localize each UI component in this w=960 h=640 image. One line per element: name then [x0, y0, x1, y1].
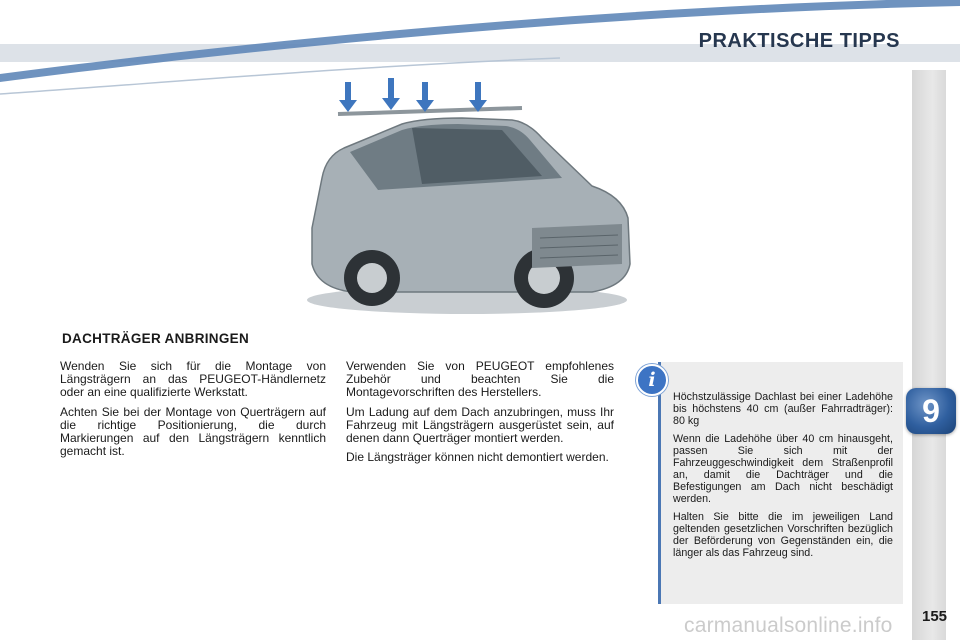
text-column-middle — [346, 360, 614, 470]
paragraph: Um Ladung auf dem Dach anzubringen, muss Ihr Fahrzeug mit Längsträgern ausgerüstet sein, auf denen dann Querträger montiert werden. — [346, 404, 614, 446]
down-arrow-icon — [382, 78, 400, 110]
paragraph: Wenden Sie sich für die Montage von Längsträgern an das PEUGEOT-Händlernetz oder an eine qualifizierte Werkstatt. — [60, 359, 326, 400]
info-paragraph: Wenn die Ladehöhe über 40 cm hinausgeht, passen Sie sich mit der Fahrzeuggeschwindigkeit dem Straßenprofil an, damit die Dachträger und die Befestigungen am Dach nicht beschädigt werden. — [673, 433, 893, 505]
info-paragraph: Höchstzulässige Dachlast bei einer Ladehöhe bis höchstens 40 cm (außer Fahrradträger): 80 kg — [673, 391, 893, 427]
page-number: 155 — [922, 608, 948, 625]
info-text — [673, 391, 893, 565]
text-column-left — [60, 360, 326, 464]
down-arrow-icon — [339, 82, 357, 112]
paragraph: Verwenden Sie von PEUGEOT empfohlenes Zubehör und beachten Sie die Montagevorschriften des Herstellers. — [346, 359, 614, 400]
section-title: DACHTRÄGER ANBRINGEN — [62, 331, 249, 346]
side-tab-strip — [912, 70, 946, 640]
chapter-tab[interactable]: 9 — [906, 388, 956, 434]
paragraph: Achten Sie bei der Montage von Querträgern auf die richtige Positionierung, die durch Markierungen auf den Längsträgern kenntlich gemacht ist. — [60, 404, 326, 459]
down-arrow-icon — [416, 82, 434, 112]
car-roof-rack-illustration — [292, 78, 642, 318]
info-paragraph: Halten Sie bitte die im jeweiligen Land geltenden gesetzlichen Vorschriften bezüglich der Beförderung von Gegenständen ein, die länger als das Fahrzeug sind. — [673, 511, 893, 559]
watermark: carmanualsonline.info — [684, 614, 893, 637]
paragraph: Die Längsträger können nicht demontiert werden. — [346, 450, 609, 465]
info-icon: i — [636, 364, 668, 396]
page-title: PRAKTISCHE TIPPS — [698, 30, 900, 52]
